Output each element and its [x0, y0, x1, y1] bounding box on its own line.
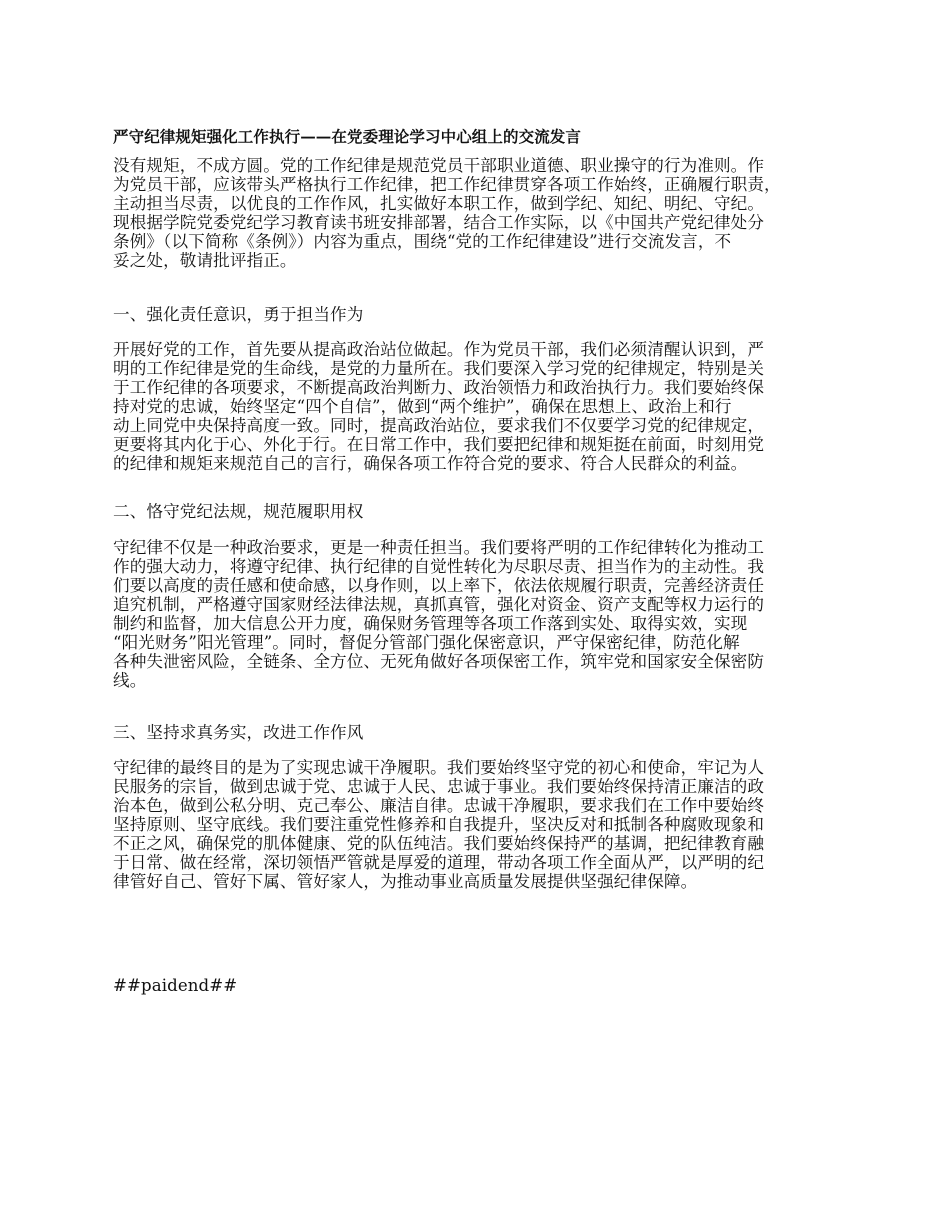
paragraph-line: 的纪律和规矩来规范自己的言行，确保各项工作符合党的要求、符合人民群众的利益。	[113, 454, 748, 473]
paragraph-line: 守纪律的最终目的是为了实现忠诚干净履职。我们要始终坚守党的初心和使命，牢记为人	[113, 758, 765, 777]
paragraph-line: 没有规矩，不成方圆。党的工作纪律是规范党员干部职业道德、职业操守的行为准则。作	[113, 156, 765, 175]
paragraph-line: 条例》（以下简称《条例》）内容为重点，围绕“党的工作纪律建设”进行交流发言，不	[113, 232, 732, 251]
section-1-paragraph	[113, 340, 853, 473]
paragraph-line: 于日常、做在经常，深切领悟严管就是厚爱的道理，带动各项工作全面从严，以严明的纪	[113, 853, 765, 872]
paragraph-line: 制约和监督，加大信息公开力度，确保财务管理等各项工作落到实处、取得实效，实现	[113, 614, 748, 633]
paragraph-line: 律管好自己、管好下属、管好家人，为推动事业高质量发展提供坚强纪律保障。	[113, 872, 698, 891]
footer-marker: ##paidend##	[113, 976, 238, 995]
footer-block	[113, 976, 853, 995]
paragraph-line: 为党员干部，应该带头严格执行工作纪律，把工作纪律贯穿各项工作始终，正确履行职责，	[113, 175, 781, 194]
section-2-heading-block	[113, 502, 853, 521]
section-2-paragraph	[113, 538, 853, 690]
paragraph-line: 主动担当尽责，以优良的工作作风，扎实做好本职工作，做到学纪、知纪、明纪、守纪。	[113, 194, 765, 213]
section-1-heading-block	[113, 305, 853, 324]
paragraph-line: 明的工作纪律是党的生命线，是党的力量所在。我们要深入学习党的纪律规定，特别是关	[113, 359, 765, 378]
paragraph-line: 动上同党中央保持高度一致。同时，提高政治站位，要求我们不仅要学习党的纪律规定，	[113, 416, 765, 435]
paragraph-line: 们要以高度的责任感和使命感，以身作则，以上率下，依法依规履行职责，完善经济责任	[113, 576, 765, 595]
paragraph-line: 追究机制，严格遵守国家财经法律法规，真抓真管，强化对资金、资产支配等权力运行的	[113, 595, 765, 614]
section-heading: 三、坚持求真务实，改进工作作风	[113, 723, 364, 742]
intro-paragraph	[113, 156, 853, 270]
paragraph-line: 各种失泄密风险，全链条、全方位、无死角做好各项保密工作，筑牢党和国家安全保密防	[113, 652, 765, 671]
paragraph-line: 于工作纪律的各项要求，不断提高政治判断力、政治领悟力和政治执行力。我们要始终保	[113, 378, 765, 397]
document-title-block	[113, 127, 853, 146]
section-3-heading-block	[113, 723, 853, 742]
paragraph-line: 开展好党的工作，首先要从提高政治站位做起。作为党员干部，我们必须清醒认识到，严	[113, 340, 765, 359]
paragraph-line: 妥之处，敬请批评指正。	[113, 251, 297, 270]
paragraph-line: 守纪律不仅是一种政治要求，更是一种责任担当。我们要将严明的工作纪律转化为推动工	[113, 538, 765, 557]
paragraph-line: 线。	[113, 671, 147, 690]
paragraph-line: 坚持原则、坚守底线。我们要注重党性修养和自我提升，坚决反对和抵制各种腐败现象和	[113, 815, 765, 834]
section-3-paragraph	[113, 758, 853, 891]
paragraph-line: 持对党的忠诚，始终坚定“四个自信”，做到“两个维护”，确保在思想上、政治上和行	[113, 397, 732, 416]
paragraph-line: 现根据学院党委党纪学习教育读书班安排部署，结合工作实际，以《中国共产党纪律处分	[113, 213, 765, 232]
paragraph-line: 不正之风，确保党的肌体健康、党的队伍纯洁。我们要始终保持严的基调，把纪律教育融	[113, 834, 765, 853]
paragraph-line: 更要将其内化于心、外化于行。在日常工作中，我们要把纪律和规矩挺在前面，时刻用党	[113, 435, 765, 454]
paragraph-line: 作的强大动力，将遵守纪律、执行纪律的自觉性转化为尽职尽责、担当作为的主动性。我	[113, 557, 765, 576]
document-title: 严守纪律规矩强化工作执行——在党委理论学习中心组上的交流发言	[113, 127, 582, 146]
section-heading: 二、恪守党纪法规，规范履职用权	[113, 502, 364, 521]
paragraph-line: 治本色，做到公私分明、克己奉公、廉洁自律。忠诚干净履职，要求我们在工作中要始终	[113, 796, 765, 815]
paragraph-line: 民服务的宗旨，做到忠诚于党、忠诚于人民、忠诚于事业。我们要始终保持清正廉洁的政	[113, 777, 765, 796]
section-heading: 一、强化责任意识，勇于担当作为	[113, 305, 364, 324]
paragraph-line: “阳光财务”阳光管理”。同时，督促分管部门强化保密意识，严守保密纪律，防范化解	[113, 633, 740, 652]
